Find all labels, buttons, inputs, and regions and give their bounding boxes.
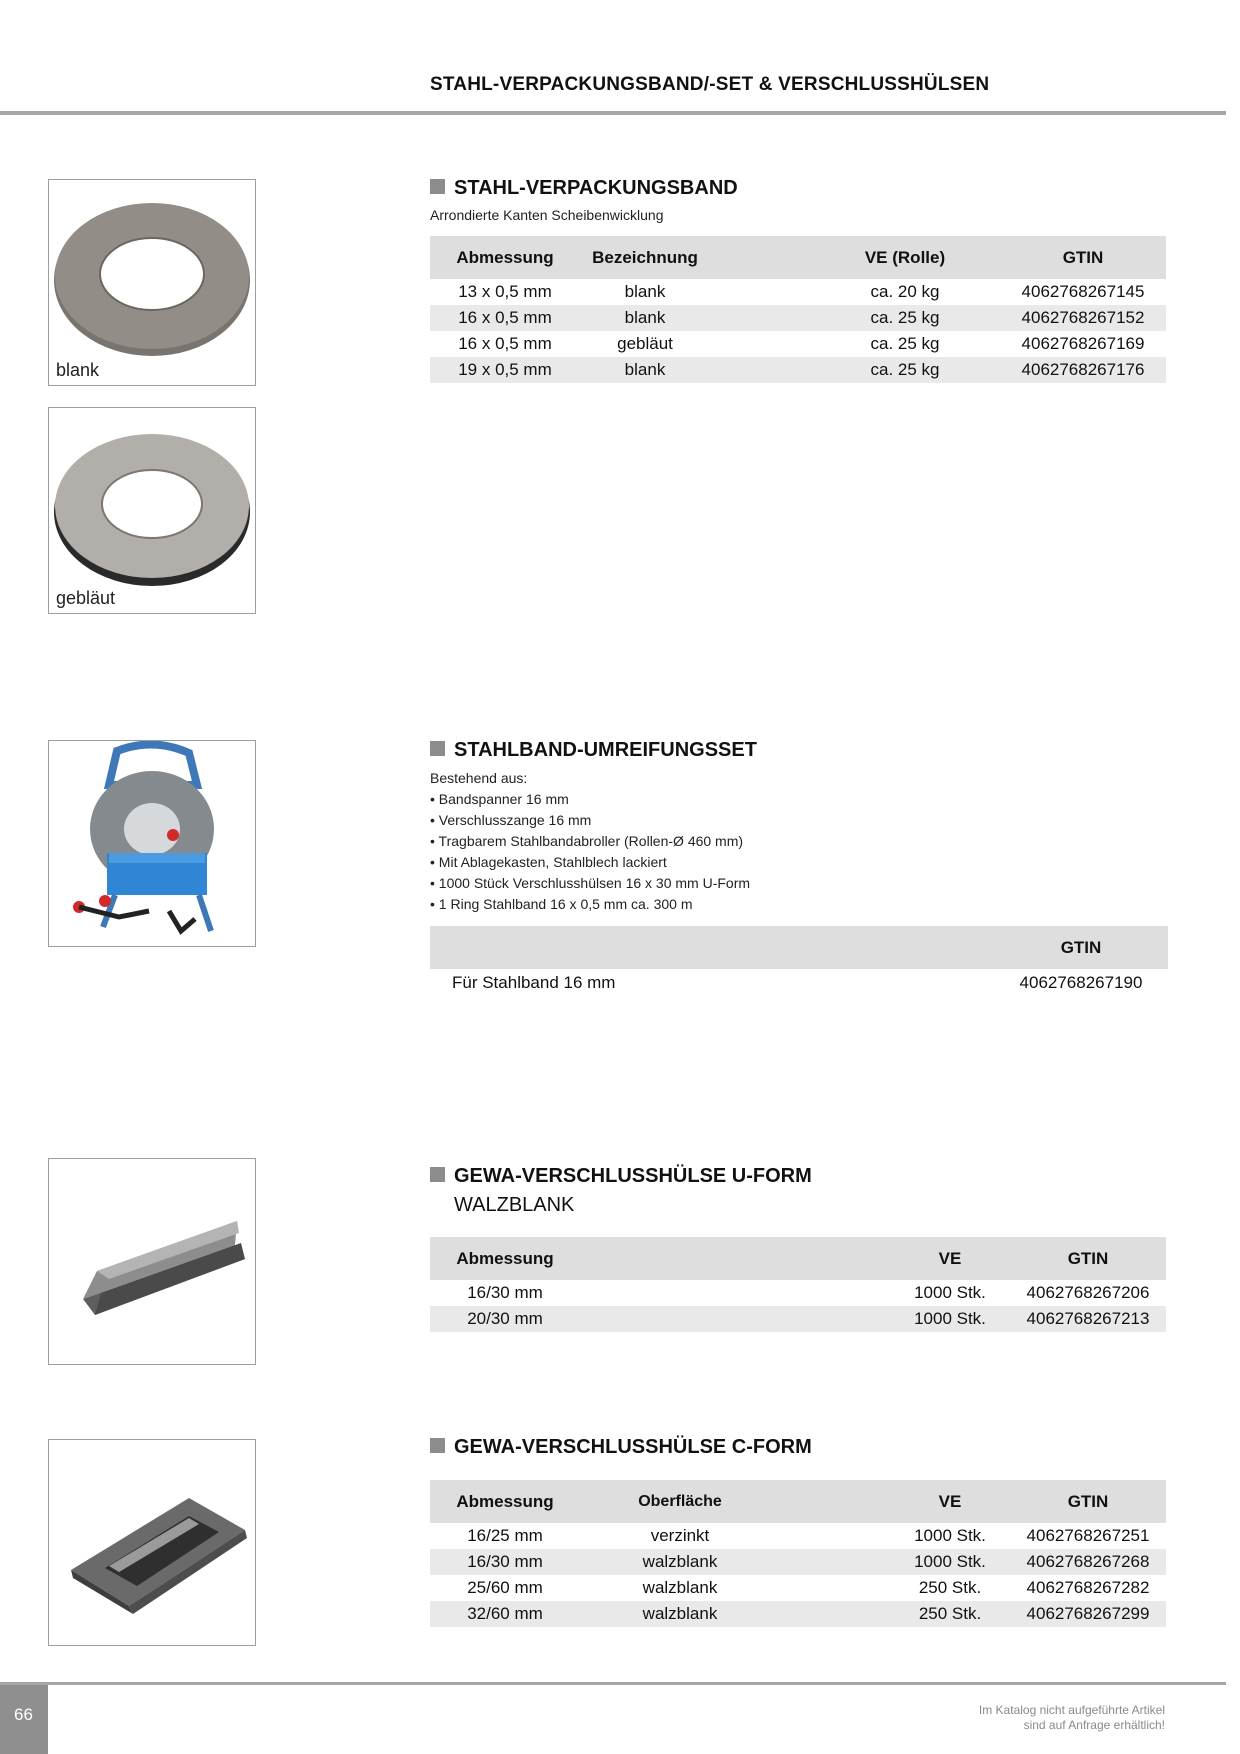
section-subtitle-u-form: WALZBLANK — [454, 1194, 575, 1216]
image-label-geblaeut: gebläut — [56, 588, 116, 608]
component-list — [430, 789, 750, 915]
list-item: • Bandspanner 16 mm — [430, 789, 750, 810]
u-form-seal-icon — [49, 1159, 255, 1364]
section-title-c-form: GEWA-VERSCHLUSSHÜLSE C-FORM — [430, 1436, 812, 1459]
strapping-set-description — [430, 768, 750, 915]
section-title-strapping-set: STAHLBAND-UMREIFUNGSSET — [430, 739, 757, 762]
column-header: Abmessung — [430, 1480, 580, 1523]
column-header: VE — [890, 1237, 1010, 1280]
product-image-steel-band-geblaeut — [48, 407, 256, 614]
page-header-title: STAHL-VERPACKUNGSBAND/-SET & VERSCHLUSSHÜLSEN — [430, 74, 990, 95]
section-title-u-form: GEWA-VERSCHLUSSHÜLSE U-FORM — [430, 1165, 812, 1188]
square-bullet-icon — [430, 179, 445, 194]
footer-note-line: Im Katalog nicht aufgeführte Artikel — [978, 1703, 1165, 1717]
description-intro: Bestehend aus: — [430, 770, 528, 786]
table-row: 16/30 mm 1000 Stk. 4062768267206 — [467, 1283, 1150, 1302]
square-bullet-icon — [430, 741, 445, 756]
list-item: • 1000 Stück Verschlusshülsen 16 x 30 mm U-Form — [430, 873, 750, 894]
column-header: GTIN — [994, 926, 1168, 969]
column-header: Abmessung — [430, 1237, 580, 1280]
table-row: 20/30 mm 1000 Stk. 4062768267213 — [430, 1306, 1166, 1332]
table-row: 16/30 mm walzblank 1000 Stk. 4062768267268 — [430, 1549, 1166, 1575]
column-header: GTIN — [1000, 236, 1166, 279]
image-label-blank: blank — [56, 360, 100, 380]
table-row: Für Stahlband 16 mm 4062768267190 — [452, 973, 1143, 992]
product-image-strapping-set — [48, 740, 256, 947]
table-row: 25/60 mm walzblank 250 Stk. 4062768267282 — [467, 1578, 1150, 1597]
table-row: 16 x 0,5 mm blank ca. 25 kg 4062768267152 — [430, 305, 1166, 331]
steel-band-roll-blued-icon — [49, 408, 255, 613]
section-title-steel-band: STAHL-VERPACKUNGSBAND — [430, 177, 738, 200]
footer-divider — [0, 1682, 1226, 1685]
list-item: • Tragbarem Stahlbandabroller (Rollen-Ø 460 mm) — [430, 831, 750, 852]
table-row: 13 x 0,5 mm blank ca. 20 kg 4062768267145 — [458, 282, 1145, 301]
page-number: 66 — [14, 1705, 33, 1724]
table-row: 16 x 0,5 mm gebläut ca. 25 kg 4062768267169 — [458, 334, 1145, 353]
table-row: 19 x 0,5 mm blank ca. 25 kg 4062768267176 — [430, 357, 1166, 383]
section-subtitle-steel-band: Arrondierte Kanten Scheibenwicklung — [430, 207, 664, 223]
column-header: VE — [890, 1480, 1010, 1523]
square-bullet-icon — [430, 1167, 445, 1182]
product-image-c-form-seal — [48, 1439, 256, 1646]
column-header: VE (Rolle) — [810, 236, 1000, 279]
table-c-form — [430, 1480, 1166, 1627]
column-header: Bezeichnung — [580, 236, 710, 279]
product-image-steel-band-blank — [48, 179, 256, 386]
column-header: Abmessung — [430, 236, 580, 279]
footer-note — [979, 1703, 1165, 1733]
header-divider — [0, 111, 1226, 115]
column-header: Oberfläche — [580, 1480, 780, 1523]
list-item: • Verschlusszange 16 mm — [430, 810, 750, 831]
list-item: • Mit Ablagekasten, Stahlblech lackiert — [430, 852, 750, 873]
table-row: 16/25 mm verzinkt 1000 Stk. 4062768267251 — [467, 1526, 1150, 1545]
column-header: GTIN — [1010, 1480, 1166, 1523]
strapping-set-icon — [49, 741, 255, 946]
table-strapping-set — [430, 926, 1168, 997]
table-row: 32/60 mm walzblank 250 Stk. 4062768267299 — [430, 1601, 1166, 1627]
c-form-seal-icon — [49, 1440, 255, 1645]
column-header: GTIN — [1010, 1237, 1166, 1280]
footer-note-line: sind auf Anfrage erhältlich! — [1023, 1718, 1165, 1732]
table-u-form — [430, 1237, 1166, 1332]
product-image-u-form-seal — [48, 1158, 256, 1365]
steel-band-roll-blank-icon — [49, 180, 255, 385]
table-steel-band — [430, 236, 1166, 383]
list-item: • 1 Ring Stahlband 16 x 0,5 mm ca. 300 m — [430, 894, 750, 915]
page-number-box — [0, 1685, 48, 1754]
square-bullet-icon — [430, 1438, 445, 1453]
